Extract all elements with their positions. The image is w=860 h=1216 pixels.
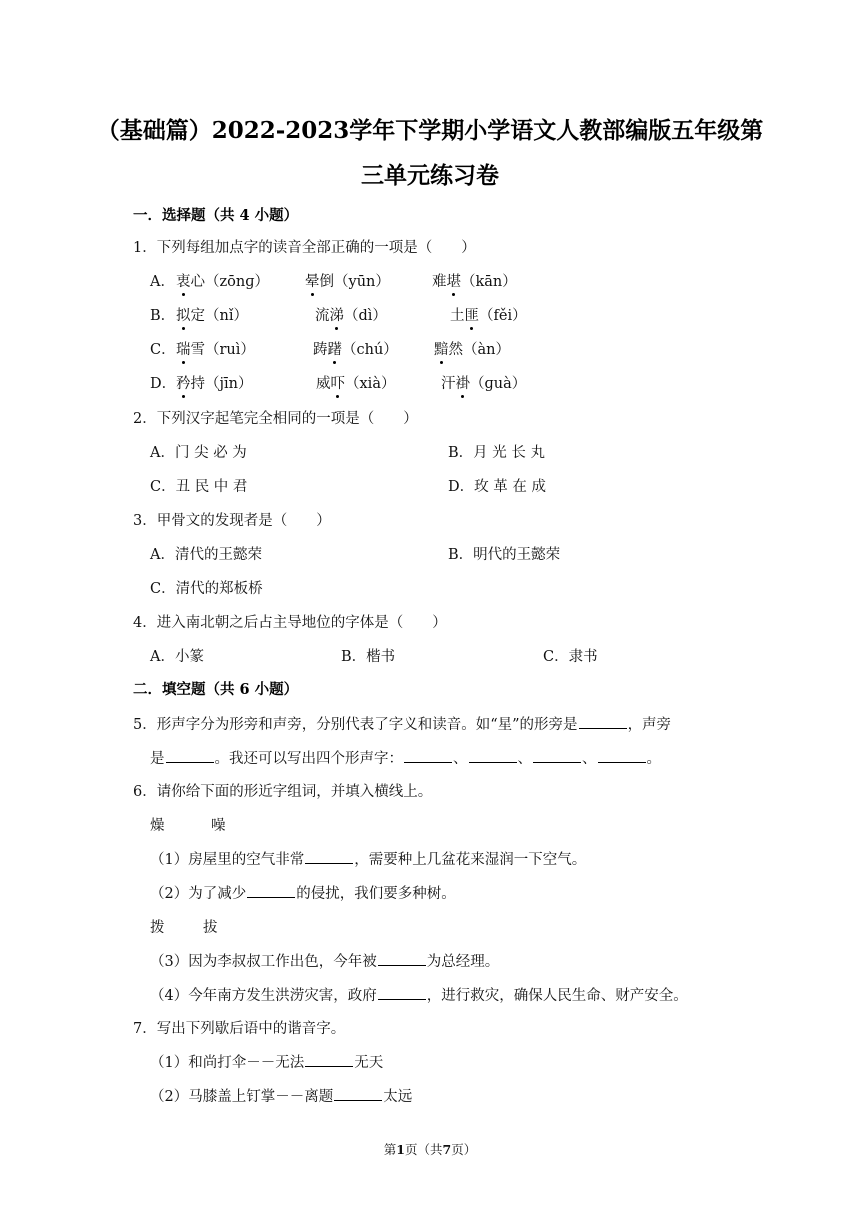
q4-option-a: A．小篆 — [150, 649, 204, 665]
q6-char-pair-2b: 拔 — [203, 920, 218, 936]
q1-c-word3: 黯然（àn） — [434, 338, 510, 359]
answer-blank — [305, 849, 353, 864]
q1-b-word3: 土匪（fěi） — [450, 304, 527, 325]
q3-option-c: C．清代的郑板桥 — [150, 581, 263, 597]
answer-blank — [404, 748, 452, 763]
q3-option-b: B．明代的王懿荣 — [448, 547, 561, 563]
q1-stem: 1．下列每组加点字的读音全部正确的一项是（ ） — [133, 240, 476, 256]
q6-sentence-3: （3）因为李叔叔工作出色，今年被 为总经理。 — [150, 950, 499, 971]
q2-option-c: C．丑 民 中 君 — [150, 479, 248, 495]
q1-option-a-label: A． — [150, 274, 175, 290]
q6-sentence-2: （2）为了减少 的侵扰，我们要多种树。 — [150, 882, 456, 903]
q1-a-word3: 难堪（kān） — [432, 270, 517, 291]
q1-a-word2: 晕倒（yūn） — [305, 270, 390, 291]
q1-c-word1: 瑞雪（ruì） — [176, 338, 255, 359]
section-2-heading: 二．填空题（共 6 小题） — [133, 681, 299, 698]
title-line-1: （基础篇）2022-2023学年下学期小学语文人教部编版五年级第 — [96, 117, 764, 144]
q1-d-word2: 威吓（xià） — [316, 372, 395, 393]
q1-a-word1: 衷心（zōnɡ） — [176, 270, 269, 291]
q7-stem: 7．写出下列歇后语中的谐音字。 — [133, 1021, 346, 1037]
q3-option-a: A．清代的王懿荣 — [150, 547, 262, 563]
q6-sentence-1: （1）房屋里的空气非常 ，需要种上几盆花来湿润一下空气。 — [150, 848, 586, 869]
answer-blank — [247, 883, 295, 898]
answer-blank — [579, 714, 627, 729]
page-footer: 第1页（共7页） — [383, 1142, 477, 1157]
title-line-2: 三单元练习卷 — [361, 162, 499, 189]
q4-stem: 4．进入南北朝之后占主导地位的字体是（ ） — [133, 615, 447, 631]
q7-item-1: （1）和尚打伞－－无法 无天 — [150, 1051, 383, 1072]
q2-option-a: A．门 尖 必 为 — [150, 445, 247, 461]
q3-stem: 3．甲骨文的发现者是（ ） — [133, 513, 331, 529]
section-1-heading: 一．选择题（共 4 小题） — [133, 207, 299, 224]
q1-option-c-label: C． — [150, 342, 176, 358]
answer-blank — [334, 1086, 382, 1101]
q1-b-word2: 流涕（dì） — [315, 304, 387, 325]
q6-char-pair-2a: 拨 — [150, 920, 165, 936]
q2-option-d: D．玫 革 在 成 — [448, 479, 546, 495]
q7-item-2: （2）马膝盖上钉掌－－离题 太远 — [150, 1085, 412, 1106]
answer-blank — [378, 951, 426, 966]
q1-option-d-label: D． — [150, 376, 177, 392]
answer-blank — [469, 748, 517, 763]
answer-blank — [166, 748, 214, 763]
q1-option-b-label: B． — [150, 308, 176, 324]
q1-d-word3: 汗褂（ɡuà） — [441, 372, 526, 393]
q4-option-c: C．隶书 — [543, 649, 598, 665]
answer-blank — [378, 985, 426, 1000]
q6-char-pair-1a: 燥 — [150, 818, 165, 834]
q5-line-2: 是 。我还可以写出四个形声字： 、 、 、 。 — [150, 747, 661, 768]
q5-line-1: 5．形声字分为形旁和声旁，分别代表了字义和读音。如“星”的形旁是 ，声旁 — [133, 713, 671, 734]
answer-blank — [598, 748, 646, 763]
q1-b-word1: 拟定（nǐ） — [176, 304, 248, 325]
q2-stem: 2．下列汉字起笔完全相同的一项是（ ） — [133, 411, 418, 427]
answer-blank — [305, 1052, 353, 1067]
q2-option-b: B．月 光 长 丸 — [448, 445, 545, 461]
q6-char-pair-1b: 噪 — [211, 818, 226, 834]
q1-d-word1: 矜持（jīn） — [176, 372, 252, 393]
answer-blank — [533, 748, 581, 763]
q6-stem: 6．请你给下面的形近字组词，并填入横线上。 — [133, 784, 433, 800]
q6-sentence-4: （4）今年南方发生洪涝灾害，政府 ，进行救灾，确保人民生命、财产安全。 — [150, 984, 688, 1005]
q1-c-word2: 踌躇（chú） — [313, 338, 398, 359]
q4-option-b: B．楷书 — [341, 649, 396, 665]
